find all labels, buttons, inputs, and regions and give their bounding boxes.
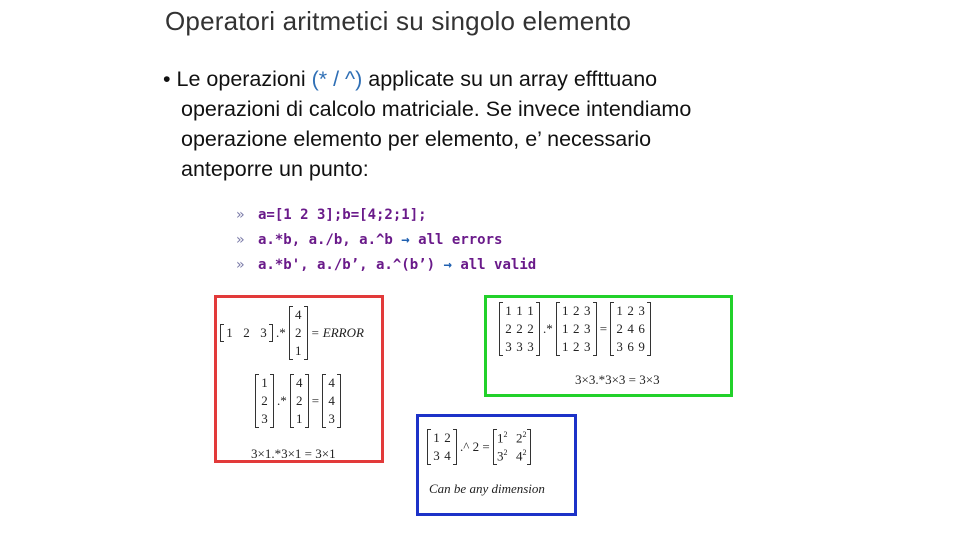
bullet-marker: • bbox=[163, 67, 171, 91]
matrix-cell: 3 bbox=[496, 448, 504, 464]
matrix-result bbox=[493, 429, 531, 465]
bullet-text: Le operazioni bbox=[176, 67, 312, 91]
column-vector bbox=[322, 374, 341, 428]
operator: .* bbox=[277, 393, 287, 408]
exponent: 2 bbox=[503, 447, 508, 457]
matrix-cell: 3 bbox=[328, 411, 335, 426]
matrix-cell: 2 bbox=[444, 430, 451, 445]
column-vector bbox=[289, 306, 308, 360]
matrix-cell: 3 bbox=[516, 339, 523, 354]
exponent: 2 bbox=[503, 429, 508, 439]
arrow-icon: → bbox=[401, 232, 410, 248]
operator: .* bbox=[543, 321, 553, 336]
matrix-cell: 1 bbox=[496, 430, 504, 446]
matrix-cell: 3 bbox=[638, 303, 645, 318]
code-text: a.*b', a./b’, a.^(b’) bbox=[258, 257, 436, 273]
matrix-cell: 3 bbox=[260, 325, 267, 340]
prompt-glyph: » bbox=[236, 232, 245, 248]
bullet-paragraph bbox=[163, 64, 803, 184]
error-result: = ERROR bbox=[310, 325, 364, 340]
matrix-cell: 2 bbox=[243, 325, 250, 340]
slide-title: Operatori aritmetici su singolo elemento bbox=[165, 6, 632, 36]
matrix-left bbox=[427, 429, 457, 465]
prompt-glyph: » bbox=[236, 207, 245, 223]
exponent: 2 bbox=[522, 429, 527, 439]
matrix-cell: 6 bbox=[638, 321, 645, 336]
bullet-line-3: operazione elemento per elemento, e’ necessario bbox=[181, 127, 652, 151]
bullet-text: applicate su un array effttuano bbox=[362, 67, 658, 91]
dimension-caption: 3×3.*3×3 = 3×3 bbox=[575, 372, 660, 387]
matrix-cell: 2 bbox=[505, 321, 512, 336]
matrix-cell: 1 bbox=[433, 430, 440, 445]
bullet-line-2: operazioni di calcolo matriciale. Se invece intendiamo bbox=[181, 97, 692, 121]
matrix-cell: 1 bbox=[562, 339, 569, 354]
code-text: a=[1 2 3];b=[4;2;1]; bbox=[258, 207, 427, 223]
matrix-cell: 4 bbox=[328, 375, 335, 390]
column-vector bbox=[255, 374, 274, 428]
matrix-cell: 1 bbox=[516, 303, 523, 318]
bullet-line-4: anteporre un punto: bbox=[181, 157, 369, 181]
matrix-cell: 2 bbox=[516, 321, 523, 336]
matrix-cell: 2 bbox=[573, 339, 580, 354]
operator: .* bbox=[276, 325, 286, 340]
matrix-cell: 3 bbox=[527, 339, 534, 354]
red-example-box bbox=[214, 295, 384, 463]
bullet-line-1 bbox=[163, 64, 803, 94]
matrix-cell: 2 bbox=[627, 303, 634, 318]
matrix-cell: 2 bbox=[573, 303, 580, 318]
code-text: a.*b, a./b, a.^b bbox=[258, 232, 393, 248]
matrix-cell: 1 bbox=[295, 343, 302, 358]
matrix-left bbox=[499, 302, 540, 356]
matrix-cell: 3 bbox=[261, 411, 268, 426]
matrix-cell: 2 bbox=[616, 321, 623, 336]
matrix-cell: 1 bbox=[527, 303, 534, 318]
matrix-cell: 9 bbox=[638, 339, 645, 354]
matrix-cell: 2 bbox=[515, 430, 523, 446]
matrix-cell: 3 bbox=[433, 448, 440, 463]
matrix-cell: 3 bbox=[616, 339, 623, 354]
code-line-3 bbox=[236, 253, 536, 278]
matrix-cell: 4 bbox=[328, 393, 335, 408]
matrix-cell: 2 bbox=[527, 321, 534, 336]
matrix-cell: 4 bbox=[296, 375, 303, 390]
row-vector bbox=[220, 324, 273, 342]
equals-sign: = bbox=[599, 321, 608, 336]
matrix-cell: 1 bbox=[261, 375, 268, 390]
operator: .^ 2 = bbox=[460, 439, 490, 454]
exponent: 2 bbox=[522, 447, 527, 457]
prompt-glyph: » bbox=[236, 257, 245, 273]
matrix-cell: 1 bbox=[296, 411, 303, 426]
matrix-cell: 1 bbox=[505, 303, 512, 318]
matrix-cell: 3 bbox=[505, 339, 512, 354]
red-eq1 bbox=[220, 306, 367, 360]
matrix-cell: 2 bbox=[261, 393, 268, 408]
matrix-cell: 2 bbox=[573, 321, 580, 336]
matrix-cell: 1 bbox=[616, 303, 623, 318]
matrix-cell: 1 bbox=[562, 321, 569, 336]
column-vector bbox=[290, 374, 309, 428]
operators-highlight: (* / ^) bbox=[311, 67, 363, 91]
matrix-right bbox=[556, 302, 597, 356]
matrix-cell: 6 bbox=[627, 339, 634, 354]
matrix-cell: 2 bbox=[295, 325, 302, 340]
dimension-caption: Can be any dimension bbox=[429, 481, 545, 496]
code-line-2 bbox=[236, 228, 536, 253]
matrix-cell: 3 bbox=[584, 339, 591, 354]
matrix-cell: 3 bbox=[584, 303, 591, 318]
matrix-cell: 4 bbox=[444, 448, 451, 463]
matrix-cell: 4 bbox=[295, 307, 302, 322]
code-example bbox=[236, 203, 536, 278]
equals-sign: = bbox=[311, 393, 320, 408]
matrix-cell: 4 bbox=[627, 321, 634, 336]
arrow-icon: → bbox=[443, 257, 452, 273]
code-result: all valid bbox=[460, 257, 537, 273]
dimension-caption: 3×1.*3×1 = 3×1 bbox=[251, 446, 336, 461]
red-eq2 bbox=[255, 374, 341, 428]
matrix-cell: 1 bbox=[562, 303, 569, 318]
matrix-cell: 4 bbox=[515, 448, 523, 464]
matrix-cell: 3 bbox=[584, 321, 591, 336]
green-eq bbox=[499, 302, 651, 356]
green-example-box bbox=[484, 295, 733, 397]
matrix-cell: 1 bbox=[226, 325, 233, 340]
code-result: all errors bbox=[418, 232, 503, 248]
blue-example-box bbox=[416, 414, 577, 516]
blue-eq bbox=[427, 429, 531, 465]
matrix-result bbox=[610, 302, 651, 356]
code-line-1 bbox=[236, 203, 536, 228]
matrix-cell: 2 bbox=[296, 393, 303, 408]
